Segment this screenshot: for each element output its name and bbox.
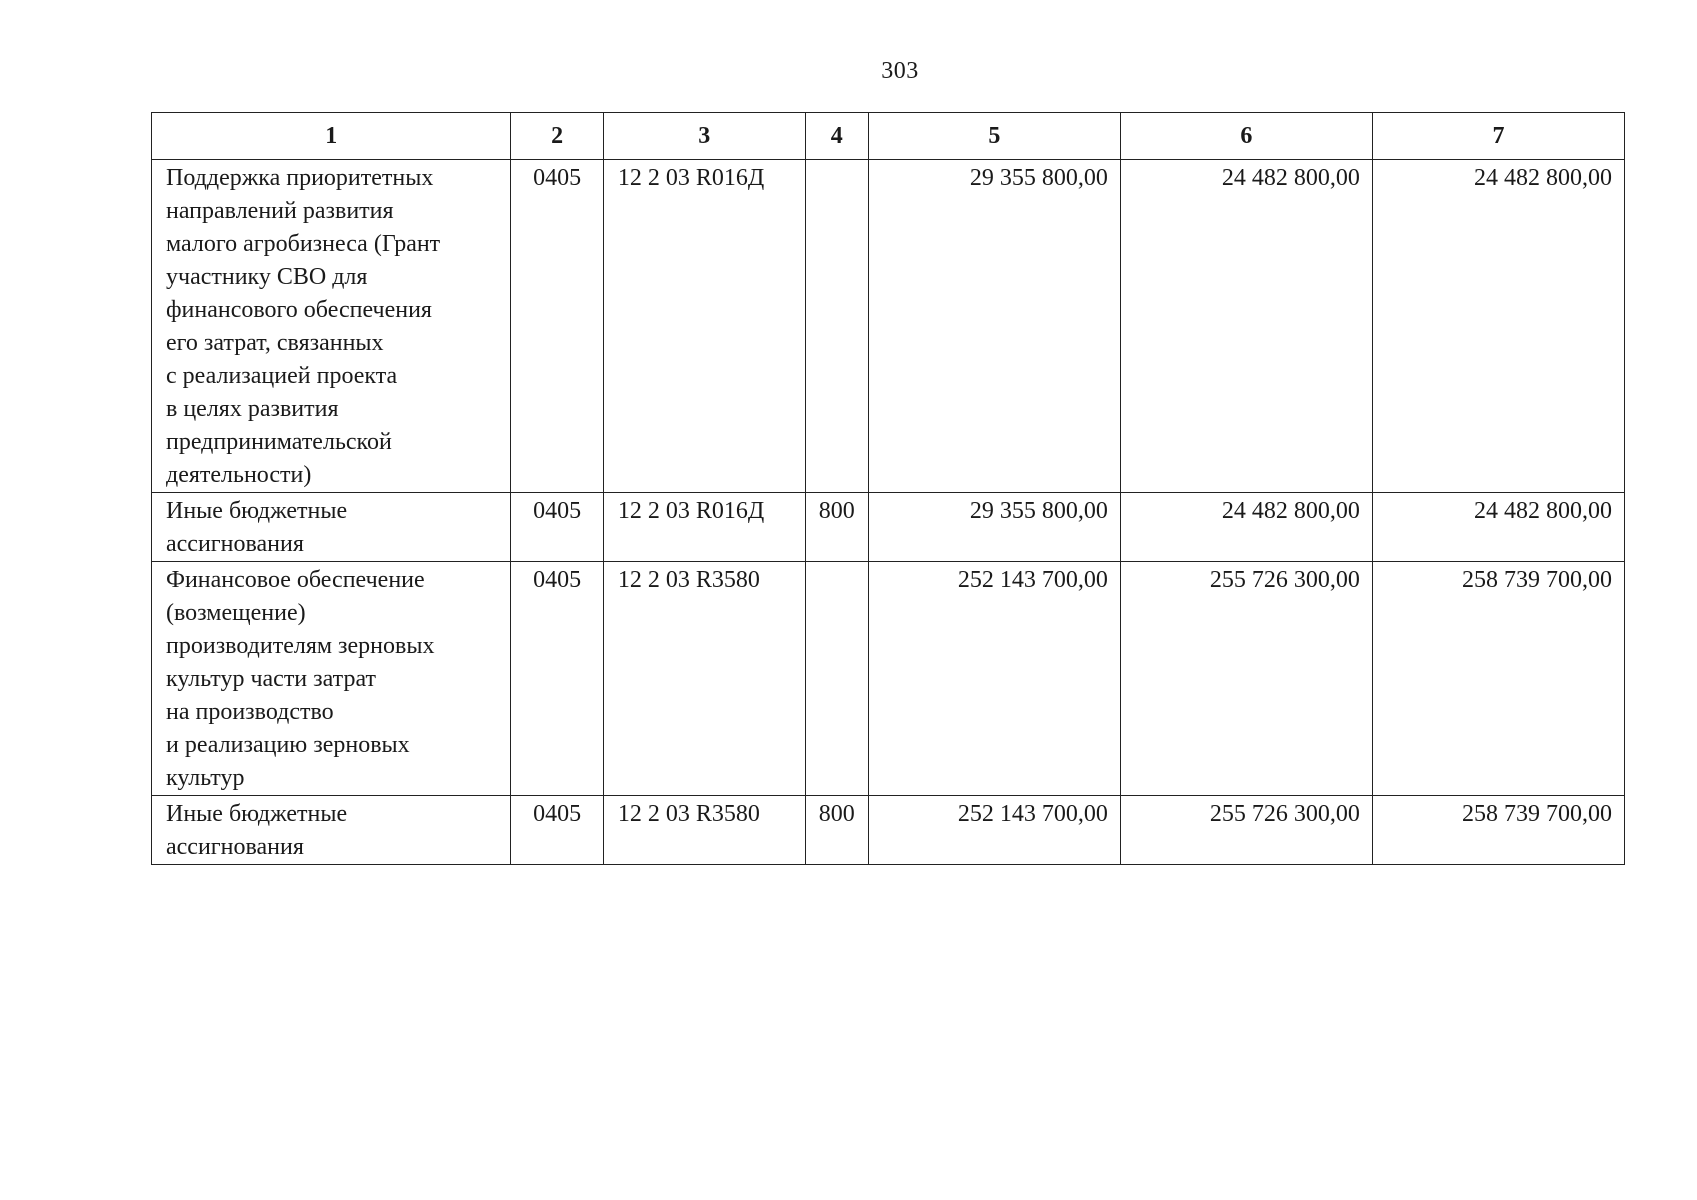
expense-type-code: 800 — [805, 796, 868, 865]
amount-1: 252 143 700,00 — [868, 796, 1120, 865]
expense-type-code — [805, 160, 868, 493]
section-code: 0405 — [511, 493, 603, 562]
section-code: 0405 — [511, 160, 603, 493]
header-row — [152, 113, 1625, 160]
target-code: 12 2 03 R016Д — [603, 493, 805, 562]
amount-2: 24 482 800,00 — [1120, 160, 1372, 493]
table-row — [152, 160, 1625, 493]
page-number: 303 — [881, 58, 919, 84]
amount-1: 29 355 800,00 — [868, 160, 1120, 493]
target-code: 12 2 03 R3580 — [603, 796, 805, 865]
amount-2: 24 482 800,00 — [1120, 493, 1372, 562]
amount-3: 258 739 700,00 — [1372, 562, 1624, 796]
row-name: Иные бюджетные ассигнования — [152, 796, 511, 865]
amount-1: 29 355 800,00 — [868, 493, 1120, 562]
table-row — [152, 562, 1625, 796]
amount-1: 252 143 700,00 — [868, 562, 1120, 796]
row-name: Финансовое обеспечение (возмещение) производителям зерновых культур части затрат на производство и реализацию зерновых культур — [152, 562, 511, 796]
table-row — [152, 796, 1625, 865]
budget-table — [151, 112, 1625, 865]
amount-3: 24 482 800,00 — [1372, 160, 1624, 493]
column-header: 7 — [1372, 113, 1624, 160]
column-header: 3 — [603, 113, 805, 160]
expense-type-code — [805, 562, 868, 796]
amount-3: 24 482 800,00 — [1372, 493, 1624, 562]
table-row — [152, 493, 1625, 562]
amount-2: 255 726 300,00 — [1120, 562, 1372, 796]
target-code: 12 2 03 R016Д — [603, 160, 805, 493]
column-header: 2 — [511, 113, 603, 160]
column-header: 6 — [1120, 113, 1372, 160]
column-header: 5 — [868, 113, 1120, 160]
section-code: 0405 — [511, 562, 603, 796]
section-code: 0405 — [511, 796, 603, 865]
target-code: 12 2 03 R3580 — [603, 562, 805, 796]
row-name: Иные бюджетные ассигнования — [152, 493, 511, 562]
column-header: 1 — [152, 113, 511, 160]
amount-2: 255 726 300,00 — [1120, 796, 1372, 865]
amount-3: 258 739 700,00 — [1372, 796, 1624, 865]
row-name: Поддержка приоритетных направлений развития малого агробизнеса (Грант участнику СВО для финансового обеспечения его затрат, связанных с реализацией проекта в целях развития предпринимательской деятельности) — [152, 160, 511, 493]
column-header: 4 — [805, 113, 868, 160]
expense-type-code: 800 — [805, 493, 868, 562]
